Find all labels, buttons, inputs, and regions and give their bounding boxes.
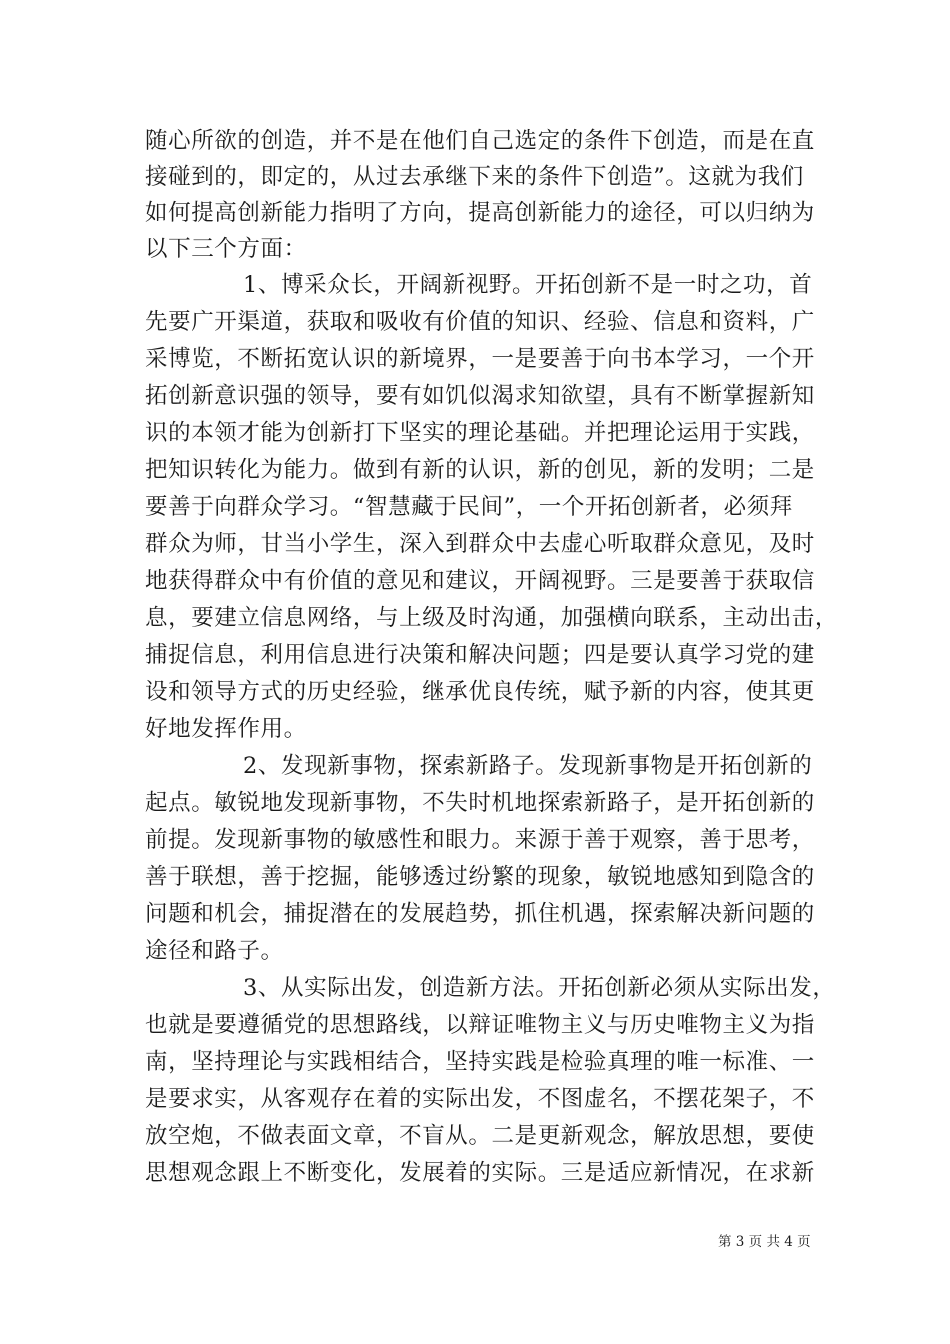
paragraph-start-line: 1、博采众长，开阔新视野。开拓创新不是一时之功，首 (243, 272, 813, 298)
text-line: 前提。发现新事物的敏感性和眼力。来源于善于观察，善于思考， (145, 827, 815, 853)
text-line: 思想观念跟上不断变化，发展着的实际。三是适应新情况，在求新 (145, 1160, 815, 1186)
text-line: 起点。敏锐地发现新事物，不失时机地探索新路子，是开拓创新的 (145, 790, 815, 816)
text-line: 途径和路子。 (145, 938, 284, 964)
text-line: 先要广开渠道，获取和吸收有价值的知识、经验、信息和资料，广 (145, 309, 815, 335)
text-line: 地获得群众中有价值的意见和建议，开阔视野。三是要善于获取信 (145, 568, 815, 594)
text-line: 如何提高创新能力指明了方向，提高创新能力的途径，可以归纳为 (145, 200, 815, 226)
text-line: 善于联想，善于挖掘，能够透过纷繁的现象，敏锐地感知到隐含的 (145, 864, 815, 890)
text-line: 以下三个方面： (145, 236, 307, 262)
page-number-footer: 第 3 页 共 4 页 (718, 1234, 811, 1250)
text-line: 捕捉信息，利用信息进行决策和解决问题；四是要认真学习党的建 (145, 642, 815, 668)
text-line: 放空炮，不做表面文章，不盲从。二是更新观念，解放思想，要使 (145, 1123, 815, 1149)
text-line: 群众为师，甘当小学生，深入到群众中去虚心听取群众意见，及时 (145, 531, 815, 557)
text-line: 要善于向群众学习。“智慧藏于民间”，一个开拓创新者，必须拜 (145, 494, 793, 520)
text-line: 识的本领才能为创新打下坚实的理论基础。并把理论运用于实践， (145, 420, 815, 446)
text-line: 拓创新意识强的领导，要有如饥似渴求知欲望，具有不断掌握新知 (145, 383, 815, 409)
paragraph-start-line: 2、发现新事物，探索新路子。发现新事物是开拓创新的 (243, 753, 813, 779)
text-line: 是要求实，从客观存在着的实际出发，不图虚名，不摆花架子，不 (145, 1086, 815, 1112)
paragraph-start-line: 3、从实际出发，创造新方法。开拓创新必须从实际出发， (243, 975, 836, 1001)
text-line: 设和领导方式的历史经验，继承优良传统，赋予新的内容，使其更 (145, 679, 815, 705)
text-line: 南，坚持理论与实践相结合，坚持实践是检验真理的唯一标准、一 (145, 1049, 815, 1075)
text-line: 随心所欲的创造，并不是在他们自己选定的条件下创造，而是在直 (145, 128, 815, 154)
text-line: 采博览，不断拓宽认识的新境界，一是要善于向书本学习，一个开 (145, 346, 815, 372)
text-line: 息，要建立信息网络，与上级及时沟通，加强横向联系，主动出击， (145, 605, 839, 631)
text-line: 也就是要遵循党的思想路线，以辩证唯物主义与历史唯物主义为指 (145, 1012, 815, 1038)
text-line: 接碰到的，即定的，从过去承继下来的条件下创造”。这就为我们 (145, 164, 804, 190)
text-line: 问题和机会，捕捉潜在的发展趋势，抓住机遇，探索解决新问题的 (145, 901, 815, 927)
text-line: 好地发挥作用。 (145, 716, 307, 742)
text-line: 把知识转化为能力。做到有新的认识，新的创见，新的发明；二是 (145, 457, 815, 483)
